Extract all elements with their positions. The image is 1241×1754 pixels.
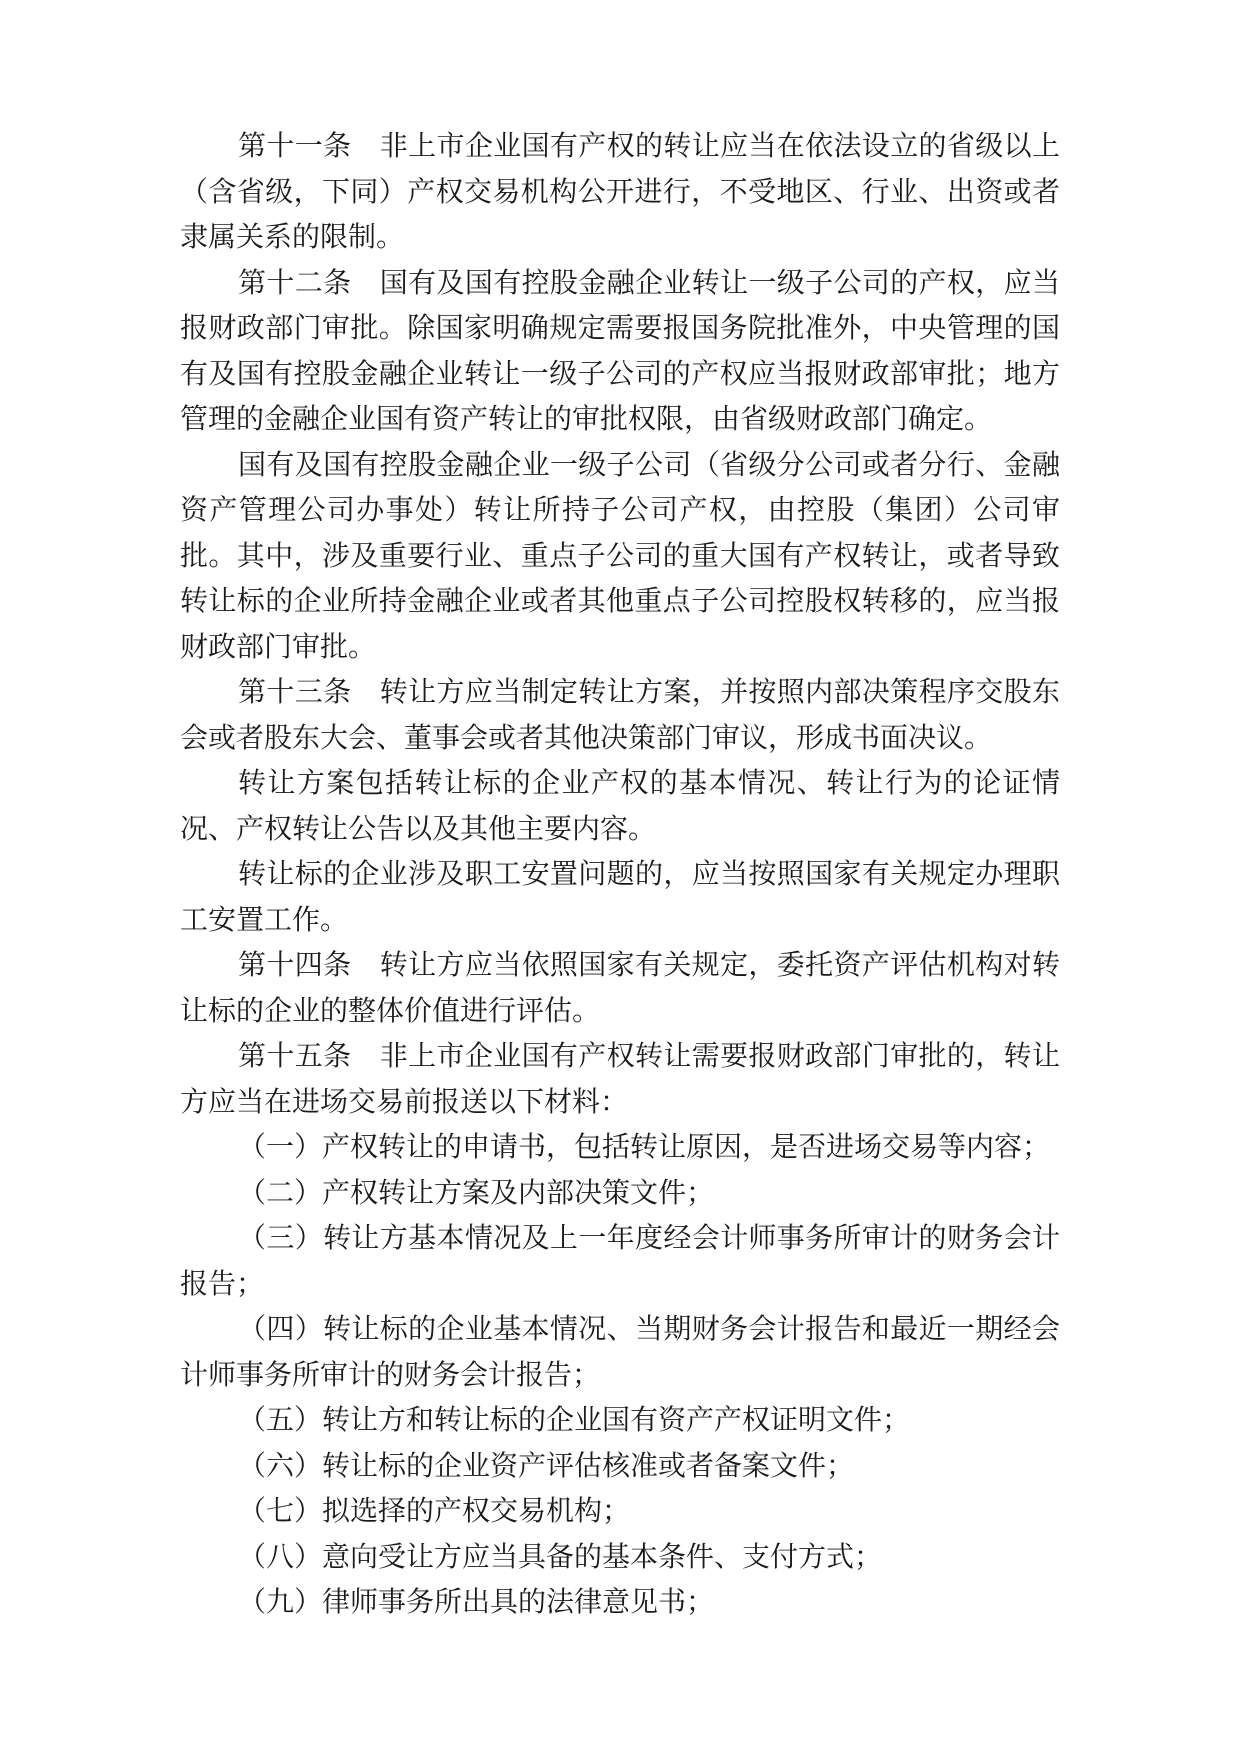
list-item-text: （二）产权转让方案及内部决策文件； [238, 1175, 715, 1209]
paragraph-text: 转让标的企业涉及职工安置问题的，应当按照国家有关规定办理职工安置工作。 [180, 857, 1060, 936]
list-item-3 [180, 1215, 1060, 1306]
paragraph-text: 非上市企业国有产权的转让应当在依法设立的省级以上（含省级，下同）产权交易机构公开进行，不受地区、行业、出资或者隶属关系的限制。 [180, 129, 1060, 253]
paragraph-text: 转让方案包括转让标的企业产权的基本情况、转让行为的论证情况、产权转让公告以及其他主要内容。 [180, 766, 1060, 845]
paragraph-text: 国有及国有控股金融企业一级子公司（省级分公司或者分行、金融资产管理公司办事处）转让所持子公司产权，由控股（集团）公司审批。其中，涉及重要行业、重点子公司的重大国有产权转让，或者导致转让标的企业所持金融企业或者其他重点子公司控股权转移的，应当报财政部门审批。 [180, 447, 1060, 663]
list-item-2 [180, 1170, 1060, 1216]
list-item-text: （七）拟选择的产权交易机构； [238, 1494, 631, 1527]
article-number: 第十四条 [238, 948, 352, 981]
list-item-9 [180, 1579, 1060, 1625]
list-item-5 [180, 1397, 1060, 1443]
list-item-text: （三）转让方基本情况及上一年度经会计师事务所审计的财务会计报告； [180, 1221, 1060, 1300]
article-12-paragraph [180, 260, 1060, 442]
article-14-paragraph [180, 942, 1060, 1033]
article-12-subparagraph [180, 442, 1060, 670]
article-number: 第十二条 [238, 265, 352, 299]
list-item-7 [180, 1488, 1060, 1534]
paragraph-text: 非上市企业国有产权转让需要报财政部门审批的，转让方应当在进场交易前报送以下材料： [180, 1039, 1060, 1118]
article-number: 第十五条 [238, 1039, 352, 1072]
list-item-8 [180, 1534, 1060, 1580]
document-body [180, 123, 1060, 1625]
list-item-4 [180, 1306, 1060, 1397]
list-item-1 [180, 1124, 1060, 1170]
list-item-text: （四）转让标的企业基本情况、当期财务会计报告和最近一期经会计师事务所审计的财务会计报告； [180, 1312, 1060, 1391]
paragraph-text: 转让方应当制定转让方案，并按照内部决策程序交股东会或者股东大会、董事会或者其他决策部门审议，形成书面决议。 [180, 675, 1060, 754]
article-13-subparagraph-1 [180, 760, 1060, 851]
paragraph-text: 国有及国有控股金融企业转让一级子公司的产权，应当报财政部门审批。除国家明确规定需要报国务院批准外，中央管理的国有及国有控股金融企业转让一级子公司的产权应当报财政部审批；地方管理的金融企业国有资产转让的审批权限，由省级财政部门确定。 [180, 265, 1060, 435]
paragraph-text: 转让方应当依照国家有关规定，委托资产评估机构对转让标的企业的整体价值进行评估。 [180, 948, 1060, 1027]
article-13-paragraph [180, 669, 1060, 760]
article-13-subparagraph-2 [180, 851, 1060, 942]
list-item-6 [180, 1443, 1060, 1489]
list-item-text: （八）意向受让方应当具备的基本条件、支付方式； [238, 1539, 883, 1573]
list-item-text: （五）转让方和转让标的企业国有资产产权证明文件； [238, 1403, 911, 1436]
article-15-paragraph [180, 1033, 1060, 1124]
list-item-text: （一）产权转让的申请书，包括转让原因，是否进场交易等内容； [238, 1130, 1051, 1163]
article-number: 第十一条 [238, 129, 352, 162]
article-11-paragraph [180, 123, 1060, 260]
list-item-text: （九）律师事务所出具的法律意见书； [238, 1585, 715, 1618]
article-number: 第十三条 [238, 675, 352, 708]
list-item-text: （六）转让标的企业资产评估核准或者备案文件； [238, 1448, 855, 1482]
